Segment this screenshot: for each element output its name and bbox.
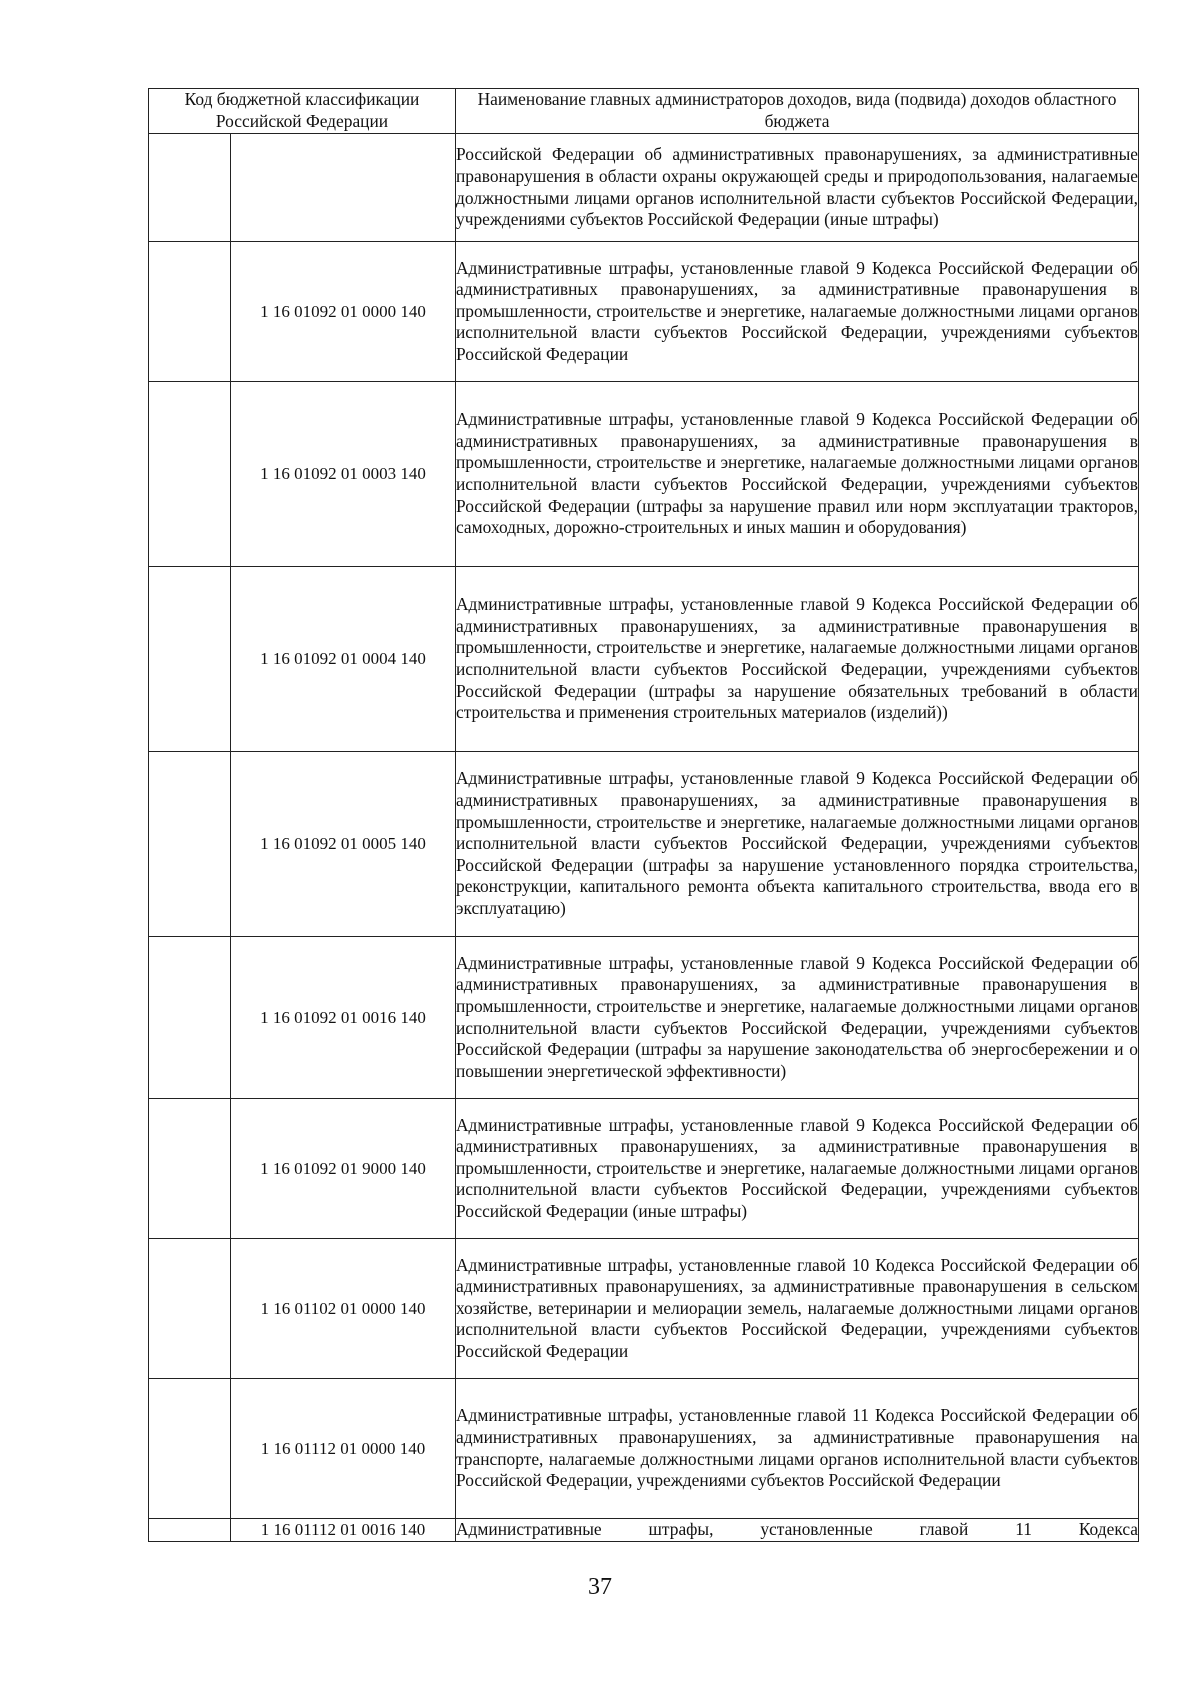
page-number: 37: [588, 1574, 612, 1600]
budget-code-cell: 1 16 01092 01 0004 140: [231, 567, 456, 752]
admin-code-cell: [149, 1099, 231, 1239]
admin-code-cell: [149, 937, 231, 1099]
revenue-name-cell: Административные штрафы, установленные главой 10 Кодекса Российской Федерации об административных правонарушениях, за административные правонарушения в сельском хозяйстве, ветеринарии и мелиорации земель, налагаемые должностными лицами органов исполнительной власти субъектов Российской Федерации, учреждениями субъектов Российской Федерации: [456, 1239, 1139, 1379]
header-code-cell: Код бюджетной классификации Российской Федерации: [149, 89, 456, 134]
table-row: [149, 242, 1139, 382]
revenue-name-cell: Административные штрафы, установленные главой 9 Кодекса Российской Федерации об административных правонарушениях, за административные правонарушения в промышленности, строительстве и энергетике, налагаемые должностными лицами органов исполнительной власти субъектов Российской Федерации, учреждениями субъектов Российской Федерации (иные штрафы): [456, 1099, 1139, 1239]
budget-code-cell: 1 16 01092 01 0000 140: [231, 242, 456, 382]
table-row: [149, 382, 1139, 567]
admin-code-cell: [149, 752, 231, 937]
table-row: [149, 1239, 1139, 1379]
header-name-cell: Наименование главных администраторов доходов, вида (подвида) доходов областного бюджета: [456, 89, 1139, 134]
revenue-name-cell: Административные штрафы, установленные главой 9 Кодекса Российской Федерации об административных правонарушениях, за административные правонарушения в промышленности, строительстве и энергетике, налагаемые должностными лицами органов исполнительной власти субъектов Российской Федерации, учреждениями субъектов Российской Федерации: [456, 242, 1139, 382]
admin-code-cell: [149, 1379, 231, 1519]
table-row: [149, 1379, 1139, 1519]
revenue-name-cell: Административные штрафы, установленные главой 9 Кодекса Российской Федерации об административных правонарушениях, за административные правонарушения в промышленности, строительстве и энергетике, налагаемые должностными лицами органов исполнительной власти субъектов Российской Федерации, учреждениями субъектов Российской Федерации (штрафы за нарушение обязательных требований в области строительства и применения строительных материалов (изделий)): [456, 567, 1139, 752]
table-row: [149, 1099, 1139, 1239]
budget-code-cell: [231, 134, 456, 242]
revenue-name-cell: Административные штрафы, установленные главой 9 Кодекса Российской Федерации об административных правонарушениях, за административные правонарушения в промышленности, строительстве и энергетике, налагаемые должностными лицами органов исполнительной власти субъектов Российской Федерации, учреждениями субъектов Российской Федерации (штрафы за нарушение законодательства об энергосбережении и о повышении энергетической эффективности): [456, 937, 1139, 1099]
budget-code-cell: 1 16 01092 01 0003 140: [231, 382, 456, 567]
admin-code-cell: [149, 567, 231, 752]
budget-code-cell: 1 16 01092 01 9000 140: [231, 1099, 456, 1239]
table-row: [149, 752, 1139, 937]
table-header-row: [149, 89, 1139, 134]
budget-classification-table: [148, 88, 1139, 1542]
revenue-name-cell: Административные штрафы, установленные главой 9 Кодекса Российской Федерации об административных правонарушениях, за административные правонарушения в промышленности, строительстве и энергетике, налагаемые должностными лицами органов исполнительной власти субъектов Российской Федерации, учреждениями субъектов Российской Федерации (штрафы за нарушение правил или норм эксплуатации тракторов, самоходных, дорожно-строительных и иных машин и оборудования): [456, 382, 1139, 567]
revenue-name-cell: Административные штрафы, установленные главой 11 Кодекса Российской Федерации об административных правонарушениях, за административные правонарушения на транспорте, налагаемые должностными лицами органов исполнительной власти субъектов Российской Федерации, учреждениями субъектов Российской Федерации: [456, 1379, 1139, 1519]
admin-code-cell: [149, 1519, 231, 1542]
table-row: [149, 134, 1139, 242]
budget-code-cell: 1 16 01092 01 0005 140: [231, 752, 456, 937]
revenue-name-cell: Российской Федерации об административных правонарушениях, за административные правонарушения в области охраны окружающей среды и природопользования, налагаемые должностными лицами органов исполнительной власти субъектов Российской Федерации, учреждениями субъектов Российской Федерации (иные штрафы): [456, 134, 1139, 242]
revenue-name-cell: Административные штрафы, установленные главой 9 Кодекса Российской Федерации об административных правонарушениях, за административные правонарушения в промышленности, строительстве и энергетике, налагаемые должностными лицами органов исполнительной власти субъектов Российской Федерации, учреждениями субъектов Российской Федерации (штрафы за нарушение установленного порядка строительства, реконструкции, капитального ремонта объекта капитального строительства, ввода его в эксплуатацию): [456, 752, 1139, 937]
table-row: [149, 1519, 1139, 1542]
table-row: [149, 937, 1139, 1099]
admin-code-cell: [149, 382, 231, 567]
budget-code-cell: 1 16 01092 01 0016 140: [231, 937, 456, 1099]
admin-code-cell: [149, 242, 231, 382]
budget-code-cell: 1 16 01102 01 0000 140: [231, 1239, 456, 1379]
revenue-name-cell: Административные штрафы, установленные главой 11 Кодекса: [456, 1519, 1139, 1542]
budget-code-cell: 1 16 01112 01 0000 140: [231, 1379, 456, 1519]
budget-code-cell: 1 16 01112 01 0016 140: [231, 1519, 456, 1542]
table-row: [149, 567, 1139, 752]
admin-code-cell: [149, 134, 231, 242]
admin-code-cell: [149, 1239, 231, 1379]
